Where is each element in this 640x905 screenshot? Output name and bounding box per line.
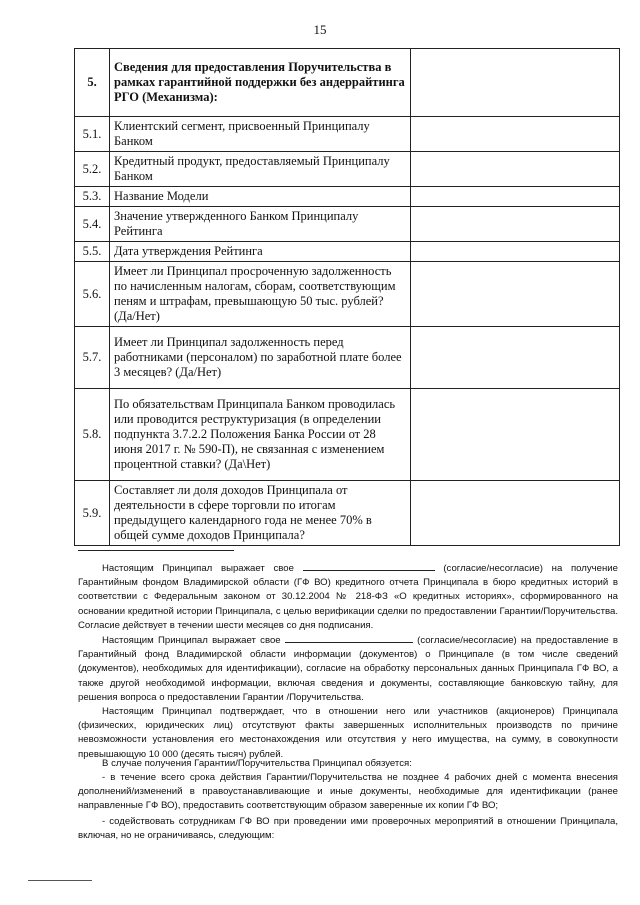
obligation-documents-paragraph: - в течение всего срока действия Гарантии/Поручительства не позднее 4 рабочих дней с момента внесения дополнений/изменений в правоустанавливающие и иные документы, необходимые для идентификации (ранее направленные ГФ ВО), предоставить соответствующим образом заверенные их копии ГФ ВО;	[78, 772, 618, 812]
consent-blank-field[interactable]	[303, 561, 435, 571]
row-value-cell[interactable]	[411, 262, 620, 327]
footnote-separator	[78, 550, 234, 551]
row-description: По обязательствам Принципала Банком проводилась или проводится реструктуризация (в определении подпункта 3.7.2.2 Положения Банка России от 28 июня 2017 г. № 590-П), не связанная с изменением процентной ставки? (Да\Нет)	[110, 389, 411, 481]
row-description: Значение утвержденного Банком Принципалу Рейтинга	[110, 207, 411, 242]
row-number: 5.1.	[75, 117, 110, 152]
row-value-cell[interactable]	[411, 187, 620, 207]
no-enforcement-paragraph: Настоящим Принципал подтверждает, что в отношении него или участников (акционеров) Принципала (физических, юридических лиц) отсутствуют факты завершенных исполнительных производств по причине невозможности установления его местонахождения или отсутствия у него имущества, на сумму, в совокупности превышающую 10 000 (десять тысяч) рублей.	[78, 706, 618, 760]
info-consent-text-start: Настоящим Принципал выражает свое	[102, 635, 281, 646]
row-number: 5.3.	[75, 187, 110, 207]
page-number: 15	[313, 22, 327, 37]
row-description: Клиентский сегмент, присвоенный Принципалу Банком	[110, 117, 411, 152]
row-number: 5.6.	[75, 262, 110, 327]
row-description: Название Модели	[110, 187, 411, 207]
row-number: 5.5.	[75, 242, 110, 262]
row-number: 5.9.	[75, 481, 110, 546]
row-description: Составляет ли доля доходов Принципала от деятельности в сфере торговли по итогам предыдущего календарного года не менее 70% в общей сумме доходов Принципала?	[110, 481, 411, 546]
information-consent-paragraph	[78, 633, 618, 705]
row-number: 5.	[75, 49, 110, 117]
table-row	[75, 262, 620, 327]
row-value-cell[interactable]	[411, 152, 620, 187]
row-description: Сведения для предоставления Поручительства в рамках гарантийной поддержки без андеррайтинга РГО (Механизма):	[110, 49, 411, 117]
info-consent-blank-field[interactable]	[285, 633, 413, 643]
row-description: Дата утверждения Рейтинга	[110, 242, 411, 262]
row-value-cell[interactable]	[411, 117, 620, 152]
table-row	[75, 207, 620, 242]
row-description: Имеет ли Принципал просроченную задолженность по начисленным налогам, сборам, соответствующим пеням и штрафам, превышающую 50 тыс. рублей? (Да/Нет)	[110, 262, 411, 327]
consent-text-rest: (согласие/несогласие) на получение Гарантийным фондом Владимирской области (ГФ ВО) кредитного отчета Принципала в бюро кредитных историй в соответствии с Федеральным законом от 30.12.2004 № 218-ФЗ «О кредитных историях», сформированного на основании кредитной истории Принципала, с целью верификации сделки по предоставлении Гарантии/Поручительства. Согласие действует в течении шести месяцев со дня подписания.	[78, 563, 619, 631]
obligation-assist-paragraph: - содействовать сотрудникам ГФ ВО при проведении ими проверочных мероприятий в отношении Принципала, включая, но не ограничиваясь, следующим:	[78, 816, 618, 842]
table-row	[75, 187, 620, 207]
table-row	[75, 49, 620, 117]
row-number: 5.8.	[75, 389, 110, 481]
row-number: 5.2.	[75, 152, 110, 187]
row-description: Кредитный продукт, предоставляемый Принципалу Банком	[110, 152, 411, 187]
row-value-cell[interactable]	[411, 49, 620, 117]
consent-text-start: Настоящим Принципал выражает свое	[102, 563, 294, 574]
table-row	[75, 481, 620, 546]
credit-report-consent-paragraph	[78, 561, 618, 633]
row-value-cell[interactable]	[411, 389, 620, 481]
row-value-cell[interactable]	[411, 481, 620, 546]
table-row	[75, 117, 620, 152]
table-row	[75, 152, 620, 187]
row-value-cell[interactable]	[411, 242, 620, 262]
guarantee-info-table	[74, 48, 620, 546]
row-number: 5.4.	[75, 207, 110, 242]
row-number: 5.7.	[75, 327, 110, 389]
table-row	[75, 389, 620, 481]
row-value-cell[interactable]	[411, 207, 620, 242]
info-consent-text-rest: (согласие/несогласие) на предоставление в Гарантийный фонд Владимирской области информации (документов) о Принципале (в том числе сведений (документов), необходимых для идентификации), согласие на обработку персональных данных Принципала ГФ ВО, а также другой необходимой информации, включая сведения и документы, составляющие банковскую тайну, для решения вопроса о предоставлении Гарантии /Поручительства.	[78, 635, 618, 703]
obligations-intro-paragraph: В случае получения Гарантии/Поручительства Принципал обязуется:	[102, 758, 412, 769]
table-row	[75, 242, 620, 262]
table-row	[75, 327, 620, 389]
row-description: Имеет ли Принципал задолженность перед работниками (персоналом) по заработной плате более 3 месяцев? (Да/Нет)	[110, 327, 411, 389]
bottom-margin-line	[28, 880, 92, 881]
row-value-cell[interactable]	[411, 327, 620, 389]
